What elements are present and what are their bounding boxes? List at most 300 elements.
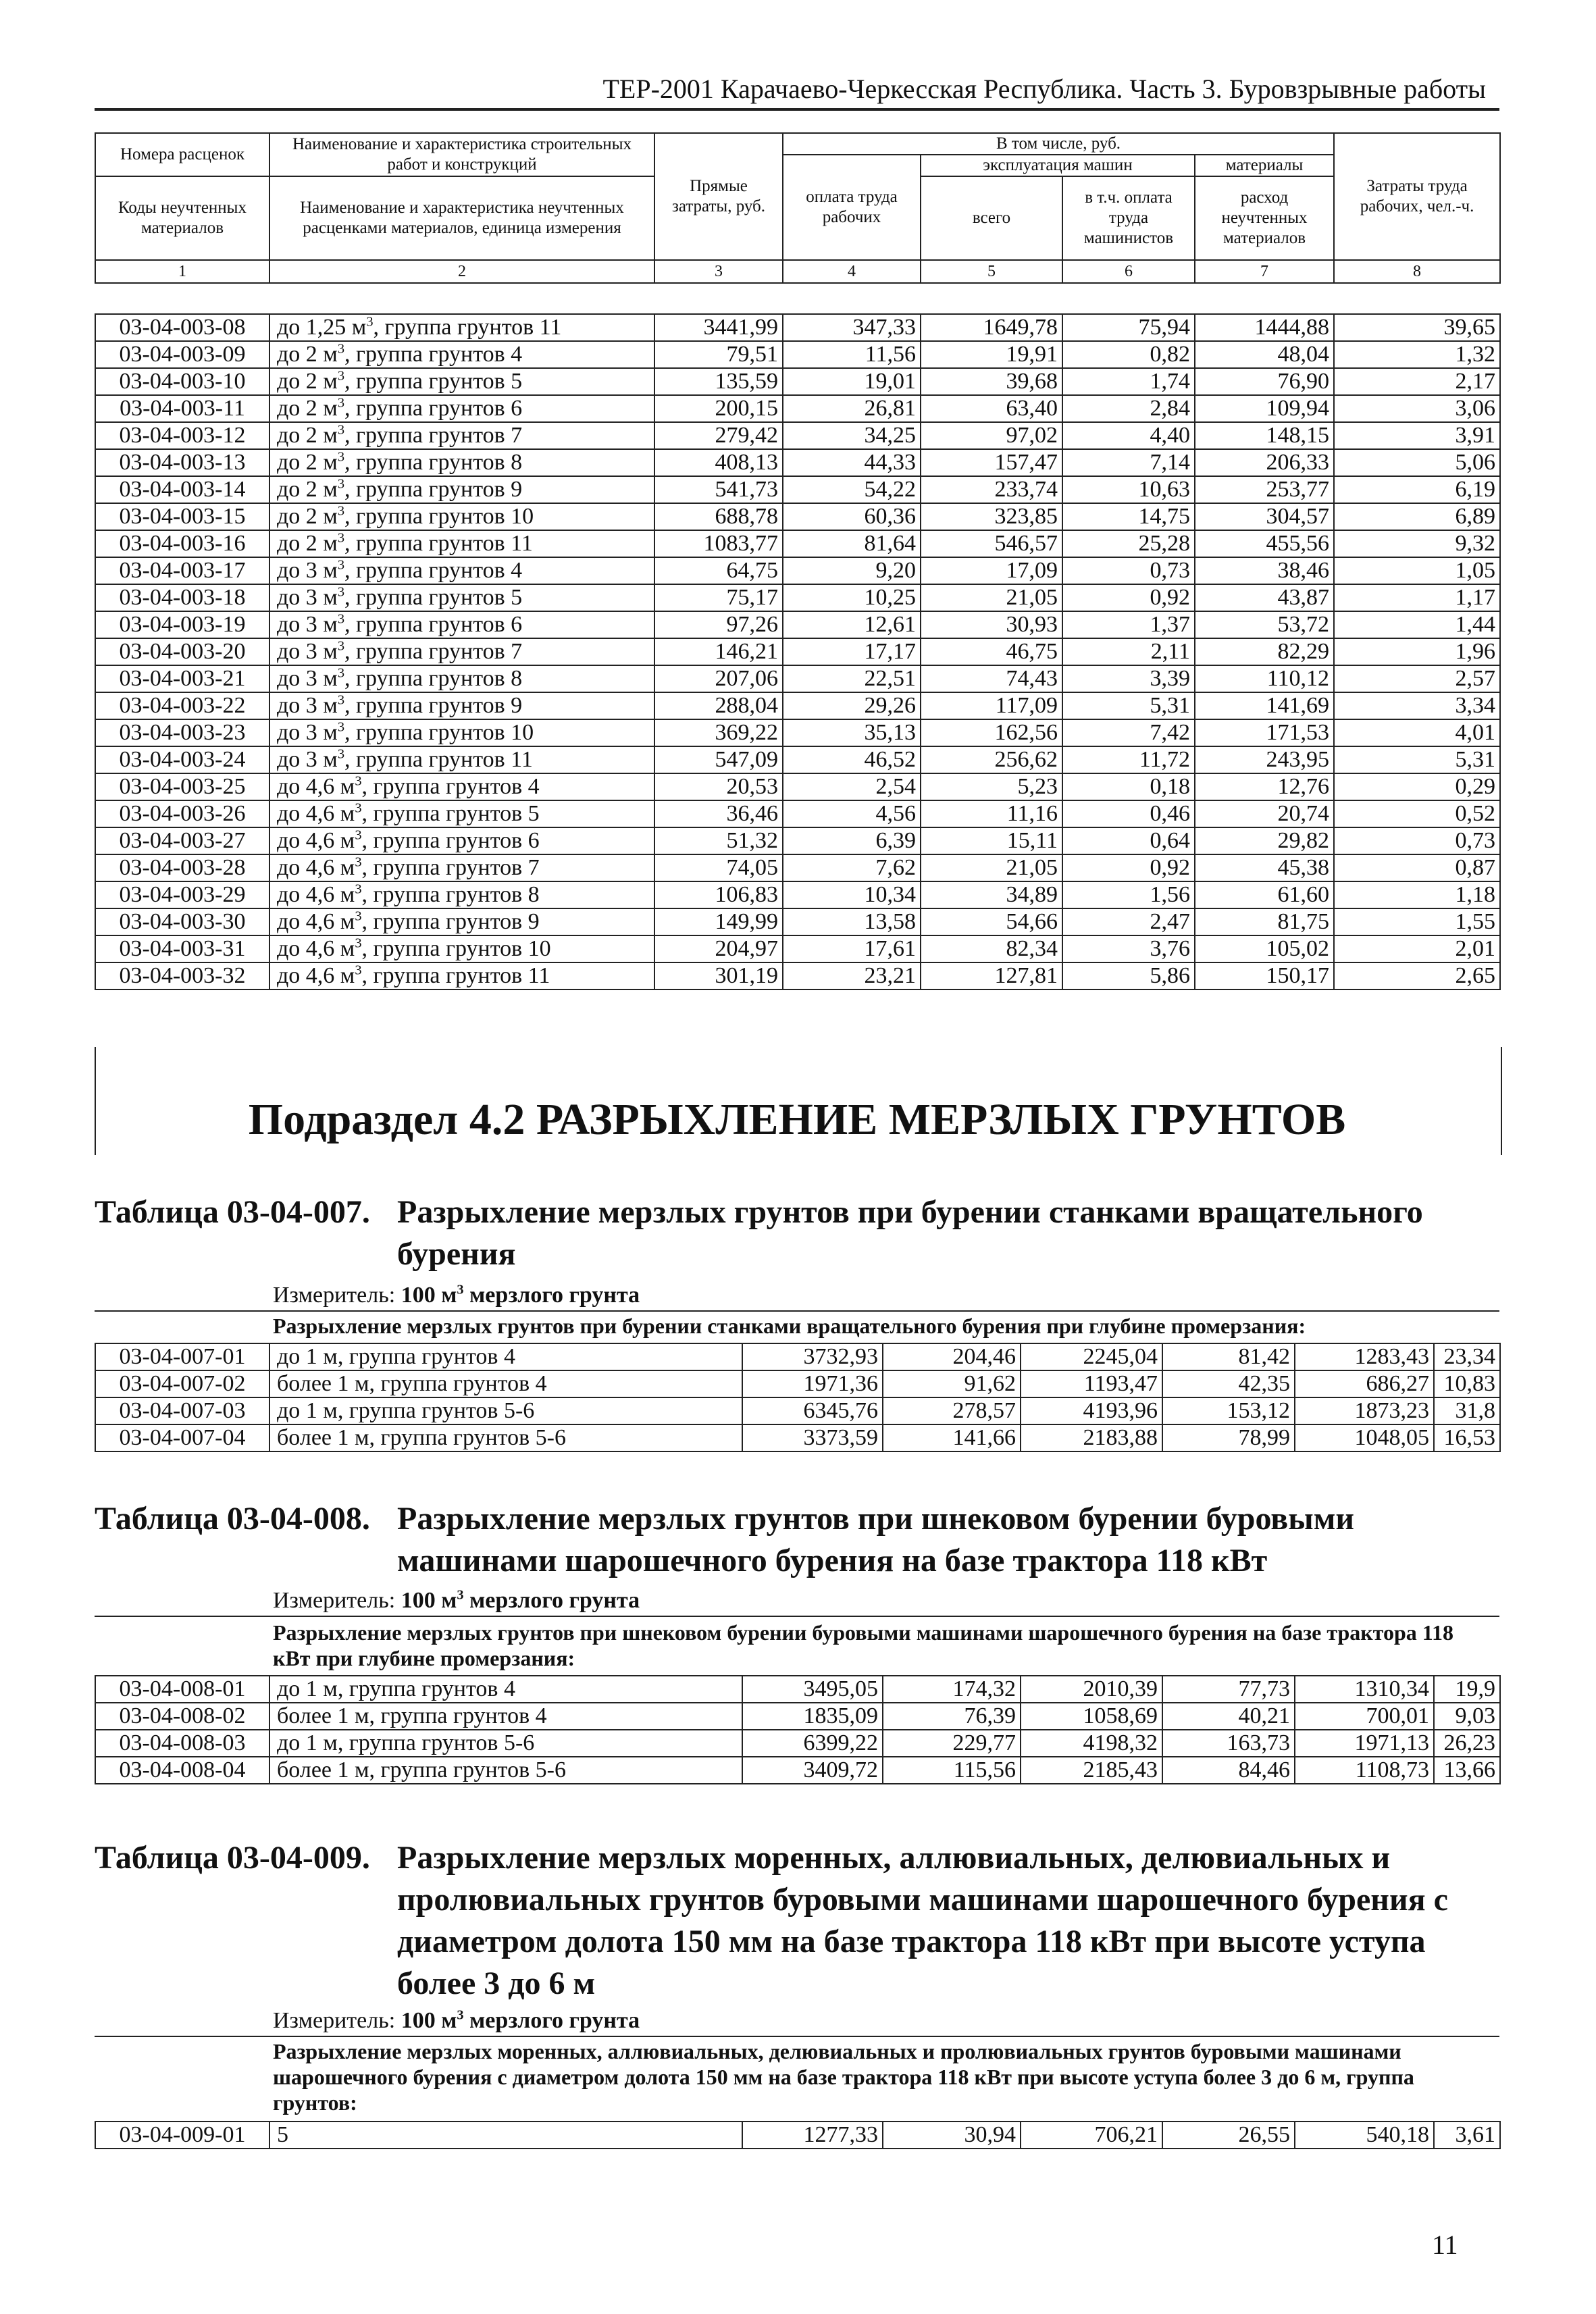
operators-pay: 81,42 — [1162, 1343, 1295, 1370]
operators-pay: 0,92 — [1062, 584, 1195, 611]
labor-hours: 9,03 — [1434, 1703, 1500, 1730]
rates-table-03-04-009 — [95, 2121, 1501, 2149]
materials-cost: 53,72 — [1195, 611, 1334, 638]
machines-total: 11,16 — [921, 800, 1062, 827]
direct-costs: 64,75 — [654, 557, 783, 584]
col-header-operators-pay: в т.ч. оплата труда машинистов — [1062, 176, 1195, 260]
operators-pay: 0,46 — [1062, 800, 1195, 827]
operators-pay: 1,56 — [1062, 881, 1195, 908]
workers-pay: 7,62 — [783, 854, 921, 881]
machines-total: 21,05 — [921, 584, 1062, 611]
machines-total: 46,75 — [921, 638, 1062, 665]
workers-pay: 34,25 — [783, 422, 921, 449]
direct-costs: 146,21 — [654, 638, 783, 665]
materials-cost: 141,69 — [1195, 692, 1334, 719]
direct-costs: 3409,72 — [742, 1757, 883, 1784]
rate-code: 03-04-003-28 — [95, 854, 269, 881]
workers-pay: 2,54 — [783, 773, 921, 800]
col-header-codes-top: Номера расценок — [95, 133, 269, 176]
machines-total: 21,05 — [921, 854, 1062, 881]
col-number: 1 — [95, 260, 269, 283]
machines-total: 2245,04 — [1021, 1343, 1162, 1370]
work-description: до 4,6 $м^3$, группа грунтов 4 — [269, 773, 654, 800]
work-description: до 1 м, группа грунтов 4 — [269, 1343, 742, 1370]
operators-pay: 4,40 — [1062, 422, 1195, 449]
materials-cost: 1048,05 — [1295, 1424, 1434, 1451]
labor-hours: 16,53 — [1434, 1424, 1500, 1451]
work-description: до 1 м, группа грунтов 5-6 — [269, 1730, 742, 1757]
materials-cost: 206,33 — [1195, 449, 1334, 476]
operators-pay: 3,39 — [1062, 665, 1195, 692]
col-number: 5 — [921, 260, 1062, 283]
rate-code: 03-04-003-18 — [95, 584, 269, 611]
direct-costs: 1971,36 — [742, 1370, 883, 1397]
direct-costs: 288,04 — [654, 692, 783, 719]
table-009-number: Таблица 03-04-009. — [95, 1840, 370, 1876]
workers-pay: 17,61 — [783, 935, 921, 962]
machines-total: 4193,96 — [1021, 1397, 1162, 1424]
work-description: более 1 м, группа грунтов 4 — [269, 1703, 742, 1730]
header-rule — [95, 108, 1499, 111]
rate-code: 03-04-008-04 — [95, 1757, 269, 1784]
labor-hours: 10,83 — [1434, 1370, 1500, 1397]
labor-hours: 1,32 — [1334, 341, 1500, 368]
workers-pay: 35,13 — [783, 719, 921, 746]
direct-costs: 3495,05 — [742, 1676, 883, 1703]
materials-cost: 45,38 — [1195, 854, 1334, 881]
workers-pay: 204,46 — [883, 1343, 1021, 1370]
workers-pay: 26,81 — [783, 395, 921, 422]
work-description: до 2 $м^3$, группа грунтов 9 — [269, 476, 654, 503]
table-row — [95, 1730, 1500, 1757]
work-description: до 3 $м^3$, группа грунтов 7 — [269, 638, 654, 665]
table-row — [95, 314, 1500, 341]
direct-costs: 51,32 — [654, 827, 783, 854]
table-007-meter: Измеритель: 100 $м^3$ мерзлого грунта — [273, 1282, 640, 1308]
labor-hours: 0,29 — [1334, 773, 1500, 800]
work-description: до 2 $м^3$, группа грунтов 6 — [269, 395, 654, 422]
materials-cost: 1873,23 — [1295, 1397, 1434, 1424]
table-008-title — [95, 1498, 1499, 1586]
table-row — [95, 773, 1500, 800]
labor-hours: 1,96 — [1334, 638, 1500, 665]
labor-hours: 1,18 — [1334, 881, 1500, 908]
col-header-group: В том числе, руб. — [783, 133, 1334, 155]
operators-pay: 42,35 — [1162, 1370, 1295, 1397]
operators-pay: 14,75 — [1062, 503, 1195, 530]
workers-pay: 81,64 — [783, 530, 921, 557]
machines-total: 4198,32 — [1021, 1730, 1162, 1757]
machines-total: 30,93 — [921, 611, 1062, 638]
operators-pay: 1,74 — [1062, 368, 1195, 395]
materials-cost: 171,53 — [1195, 719, 1334, 746]
work-description: 5 — [269, 2122, 742, 2149]
machines-total: 2010,39 — [1021, 1676, 1162, 1703]
table-row — [95, 1370, 1500, 1397]
labor-hours: 3,34 — [1334, 692, 1500, 719]
rates-table-03-04-003 — [95, 313, 1501, 990]
direct-costs: 20,53 — [654, 773, 783, 800]
operators-pay: 77,73 — [1162, 1676, 1295, 1703]
materials-cost: 109,94 — [1195, 395, 1334, 422]
operators-pay: 40,21 — [1162, 1703, 1295, 1730]
labor-hours: 5,31 — [1334, 746, 1500, 773]
labor-hours: 6,89 — [1334, 503, 1500, 530]
labor-hours: 1,44 — [1334, 611, 1500, 638]
table-007-caption: Разрыхление мерзлых грунтов при бурении станками вращательного бурения при глубине промерзания: — [273, 1314, 1306, 1338]
operators-pay: 7,14 — [1062, 449, 1195, 476]
col-header-labor: Затраты труда рабочих, чел.-ч. — [1334, 133, 1500, 260]
rate-code: 03-04-003-27 — [95, 827, 269, 854]
materials-cost: 12,76 — [1195, 773, 1334, 800]
table-009-heading: Разрыхление мерзлых моренных, аллювиальных, делювиальных и пролювиальных грунтов буровыми машинами шарошечного бурения с диаметром долота 150 мм на базе трактора 118 кВт при высоте уступа более 3 до 6 м — [397, 1840, 1448, 2001]
work-description: до 3 $м^3$, группа грунтов 10 — [269, 719, 654, 746]
col-header-machines: эксплуатация машин — [921, 155, 1195, 176]
work-description: до 4,6 $м^3$, группа грунтов 5 — [269, 800, 654, 827]
direct-costs: 75,17 — [654, 584, 783, 611]
workers-pay: 19,01 — [783, 368, 921, 395]
table-row — [95, 2122, 1500, 2149]
direct-costs: 3373,59 — [742, 1424, 883, 1451]
labor-hours: 2,57 — [1334, 665, 1500, 692]
direct-costs: 79,51 — [654, 341, 783, 368]
workers-pay: 12,61 — [783, 611, 921, 638]
materials-cost: 76,90 — [1195, 368, 1334, 395]
rate-code: 03-04-003-19 — [95, 611, 269, 638]
table-row — [95, 746, 1500, 773]
col-header-materials-use: расход неучтенных материалов — [1195, 176, 1334, 260]
table-row — [95, 395, 1500, 422]
table-008-meter: Измеритель: 100 $м^3$ мерзлого грунта — [273, 1587, 640, 1613]
work-description: до 2 $м^3$, группа грунтов 5 — [269, 368, 654, 395]
table-row — [95, 530, 1500, 557]
operators-pay: 0,18 — [1062, 773, 1195, 800]
rate-code: 03-04-003-17 — [95, 557, 269, 584]
machines-total: 706,21 — [1021, 2122, 1162, 2149]
operators-pay: 7,42 — [1062, 719, 1195, 746]
col-header-materials: материалы — [1195, 155, 1334, 176]
labor-hours: 0,52 — [1334, 800, 1500, 827]
work-description: до 3 $м^3$, группа грунтов 6 — [269, 611, 654, 638]
running-header: ТЕР-2001 Карачаево-Черкесская Республика. Часть 3. Буровзрывные работы — [602, 74, 1486, 104]
materials-cost: 1310,34 — [1295, 1676, 1434, 1703]
labor-hours: 2,01 — [1334, 935, 1500, 962]
labor-hours: 3,91 — [1334, 422, 1500, 449]
column-header-table — [95, 132, 1501, 284]
workers-pay: 54,22 — [783, 476, 921, 503]
workers-pay: 44,33 — [783, 449, 921, 476]
machines-total: 17,09 — [921, 557, 1062, 584]
machines-total: 19,91 — [921, 341, 1062, 368]
operators-pay: 75,94 — [1062, 314, 1195, 341]
work-description: до 1,25 $м^3$, группа грунтов 11 — [269, 314, 654, 341]
materials-cost: 1971,13 — [1295, 1730, 1434, 1757]
table-row — [95, 962, 1500, 989]
table-row — [95, 1676, 1500, 1703]
work-description: более 1 м, группа грунтов 5-6 — [269, 1424, 742, 1451]
labor-hours: 23,34 — [1434, 1343, 1500, 1370]
rate-code: 03-04-003-09 — [95, 341, 269, 368]
workers-pay: 9,20 — [783, 557, 921, 584]
materials-cost: 148,15 — [1195, 422, 1334, 449]
workers-pay: 29,26 — [783, 692, 921, 719]
direct-costs: 301,19 — [654, 962, 783, 989]
machines-total: 82,34 — [921, 935, 1062, 962]
work-description: до 3 $м^3$, группа грунтов 5 — [269, 584, 654, 611]
materials-cost: 20,74 — [1195, 800, 1334, 827]
table-row — [95, 719, 1500, 746]
work-description: до 4,6 $м^3$, группа грунтов 10 — [269, 935, 654, 962]
direct-costs: 106,83 — [654, 881, 783, 908]
operators-pay: 3,76 — [1062, 935, 1195, 962]
col-header-workers-pay: оплата труда рабочих — [783, 155, 921, 260]
rate-code: 03-04-003-15 — [95, 503, 269, 530]
labor-hours: 6,19 — [1334, 476, 1500, 503]
rate-code: 03-04-009-01 — [95, 2122, 269, 2149]
operators-pay: 2,84 — [1062, 395, 1195, 422]
table-008-heading: Разрыхление мерзлых грунтов при шнековом бурении буровыми машинами шарошечного бурения на базе трактора 118 кВт — [397, 1501, 1355, 1578]
labor-hours: 26,23 — [1434, 1730, 1500, 1757]
col-header-name-bottom: Наименование и характеристика неучтенных расценками материалов, единица измерения — [269, 176, 654, 260]
rate-code: 03-04-003-29 — [95, 881, 269, 908]
col-header-name-top: Наименование и характеристика строительных работ и конструкций — [269, 133, 654, 176]
machines-total: 1193,47 — [1021, 1370, 1162, 1397]
machines-total: 39,68 — [921, 368, 1062, 395]
table-008-caption: Разрыхление мерзлых грунтов при шнековом бурении буровыми машинами шарошечного бурения на базе трактора 118 кВт при глубине промерзания: — [273, 1620, 1453, 1670]
operators-pay: 2,11 — [1062, 638, 1195, 665]
work-description: до 3 $м^3$, группа грунтов 11 — [269, 746, 654, 773]
direct-costs: 6345,76 — [742, 1397, 883, 1424]
col-number: 4 — [783, 260, 921, 283]
operators-pay: 0,73 — [1062, 557, 1195, 584]
table-row — [95, 638, 1500, 665]
rate-code: 03-04-007-03 — [95, 1397, 269, 1424]
machines-total: 15,11 — [921, 827, 1062, 854]
labor-hours: 5,06 — [1334, 449, 1500, 476]
labor-hours: 0,73 — [1334, 827, 1500, 854]
work-description: до 2 $м^3$, группа грунтов 7 — [269, 422, 654, 449]
table-row — [95, 800, 1500, 827]
materials-cost: 1444,88 — [1195, 314, 1334, 341]
direct-costs: 1083,77 — [654, 530, 783, 557]
operators-pay: 0,82 — [1062, 341, 1195, 368]
direct-costs: 3732,93 — [742, 1343, 883, 1370]
table-row — [95, 368, 1500, 395]
rate-code: 03-04-008-02 — [95, 1703, 269, 1730]
rate-code: 03-04-003-24 — [95, 746, 269, 773]
materials-cost: 304,57 — [1195, 503, 1334, 530]
workers-pay: 76,39 — [883, 1703, 1021, 1730]
subsection-heading: Подраздел 4.2 РАЗРЫХЛЕНИЕ МЕРЗЛЫХ ГРУНТОВ — [248, 1095, 1346, 1144]
rate-code: 03-04-003-10 — [95, 368, 269, 395]
direct-costs: 1835,09 — [742, 1703, 883, 1730]
machines-total: 1649,78 — [921, 314, 1062, 341]
workers-pay: 11,56 — [783, 341, 921, 368]
table-row — [95, 1397, 1500, 1424]
direct-costs: 1277,33 — [742, 2122, 883, 2149]
direct-costs: 369,22 — [654, 719, 783, 746]
machines-total: 5,23 — [921, 773, 1062, 800]
table-row — [95, 611, 1500, 638]
workers-pay: 278,57 — [883, 1397, 1021, 1424]
operators-pay: 5,31 — [1062, 692, 1195, 719]
materials-cost: 540,18 — [1295, 2122, 1434, 2149]
table-007-heading: Разрыхление мерзлых грунтов при бурении станками вращательного бурения — [397, 1194, 1423, 1272]
work-description: до 1 м, группа грунтов 5-6 — [269, 1397, 742, 1424]
machines-total: 256,62 — [921, 746, 1062, 773]
machines-total: 74,43 — [921, 665, 1062, 692]
direct-costs: 6399,22 — [742, 1730, 883, 1757]
work-description: до 2 $м^3$, группа грунтов 8 — [269, 449, 654, 476]
direct-costs: 74,05 — [654, 854, 783, 881]
workers-pay: 17,17 — [783, 638, 921, 665]
materials-cost: 455,56 — [1195, 530, 1334, 557]
rates-table-03-04-008 — [95, 1675, 1501, 1784]
rate-code: 03-04-008-01 — [95, 1676, 269, 1703]
materials-cost: 105,02 — [1195, 935, 1334, 962]
materials-cost: 243,95 — [1195, 746, 1334, 773]
col-number: 7 — [1195, 260, 1334, 283]
table-row — [95, 854, 1500, 881]
table-row — [95, 908, 1500, 935]
materials-cost: 48,04 — [1195, 341, 1334, 368]
materials-cost: 43,87 — [1195, 584, 1334, 611]
machines-total: 127,81 — [921, 962, 1062, 989]
workers-pay: 60,36 — [783, 503, 921, 530]
workers-pay: 10,34 — [783, 881, 921, 908]
labor-hours: 1,17 — [1334, 584, 1500, 611]
labor-hours: 1,55 — [1334, 908, 1500, 935]
work-description: до 4,6 $м^3$, группа грунтов 11 — [269, 962, 654, 989]
materials-cost: 110,12 — [1195, 665, 1334, 692]
machines-total: 97,02 — [921, 422, 1062, 449]
direct-costs: 207,06 — [654, 665, 783, 692]
col-number: 8 — [1334, 260, 1500, 283]
work-description: до 1 м, группа грунтов 4 — [269, 1676, 742, 1703]
work-description: до 2 $м^3$, группа грунтов 11 — [269, 530, 654, 557]
direct-costs: 204,97 — [654, 935, 783, 962]
direct-costs: 135,59 — [654, 368, 783, 395]
operators-pay: 163,73 — [1162, 1730, 1295, 1757]
col-header-total: всего — [921, 176, 1062, 260]
col-number: 6 — [1062, 260, 1195, 283]
rate-code: 03-04-003-20 — [95, 638, 269, 665]
materials-cost: 38,46 — [1195, 557, 1334, 584]
rate-code: 03-04-007-01 — [95, 1343, 269, 1370]
operators-pay: 1,37 — [1062, 611, 1195, 638]
work-description: до 3 $м^3$, группа грунтов 9 — [269, 692, 654, 719]
table-row — [95, 449, 1500, 476]
rate-code: 03-04-008-03 — [95, 1730, 269, 1757]
meter-rule — [95, 1616, 1499, 1617]
materials-cost: 686,27 — [1295, 1370, 1434, 1397]
col-number: 2 — [269, 260, 654, 283]
rate-code: 03-04-003-21 — [95, 665, 269, 692]
table-row — [95, 935, 1500, 962]
machines-total: 63,40 — [921, 395, 1062, 422]
operators-pay: 2,47 — [1062, 908, 1195, 935]
table-009-title — [95, 1837, 1499, 2013]
table-row — [95, 1343, 1500, 1370]
materials-cost: 1283,43 — [1295, 1343, 1434, 1370]
rate-code: 03-04-003-25 — [95, 773, 269, 800]
table-row — [95, 1424, 1500, 1451]
workers-pay: 115,56 — [883, 1757, 1021, 1784]
work-description: до 4,6 $м^3$, группа грунтов 7 — [269, 854, 654, 881]
page-number: 11 — [1432, 2230, 1458, 2260]
workers-pay: 6,39 — [783, 827, 921, 854]
col-header-direct-costs: Прямые затраты, руб. — [654, 133, 783, 260]
table-row — [95, 422, 1500, 449]
machines-total: 34,89 — [921, 881, 1062, 908]
work-description: более 1 м, группа грунтов 5-6 — [269, 1757, 742, 1784]
table-007-number: Таблица 03-04-007. — [95, 1194, 370, 1230]
machines-total: 546,57 — [921, 530, 1062, 557]
work-description: до 4,6 $м^3$, группа грунтов 6 — [269, 827, 654, 854]
table-008-number: Таблица 03-04-008. — [95, 1501, 370, 1537]
table-row — [95, 692, 1500, 719]
machines-total: 162,56 — [921, 719, 1062, 746]
operators-pay: 5,86 — [1062, 962, 1195, 989]
table-row — [95, 1703, 1500, 1730]
work-description: до 4,6 $м^3$, группа грунтов 8 — [269, 881, 654, 908]
labor-hours: 39,65 — [1334, 314, 1500, 341]
rate-code: 03-04-003-12 — [95, 422, 269, 449]
work-description: до 4,6 $м^3$, группа грунтов 9 — [269, 908, 654, 935]
meter-rule — [95, 2036, 1499, 2037]
direct-costs: 279,42 — [654, 422, 783, 449]
rate-code: 03-04-003-16 — [95, 530, 269, 557]
machines-total: 323,85 — [921, 503, 1062, 530]
rate-code: 03-04-003-23 — [95, 719, 269, 746]
materials-cost: 700,01 — [1295, 1703, 1434, 1730]
labor-hours: 19,9 — [1434, 1676, 1500, 1703]
workers-pay: 10,25 — [783, 584, 921, 611]
direct-costs: 149,99 — [654, 908, 783, 935]
operators-pay: 84,46 — [1162, 1757, 1295, 1784]
direct-costs: 36,46 — [654, 800, 783, 827]
operators-pay: 11,72 — [1062, 746, 1195, 773]
table-row — [95, 341, 1500, 368]
table-row — [95, 881, 1500, 908]
work-description: до 3 $м^3$, группа грунтов 8 — [269, 665, 654, 692]
machines-total: 54,66 — [921, 908, 1062, 935]
workers-pay: 174,32 — [883, 1676, 1021, 1703]
table-row — [95, 557, 1500, 584]
labor-hours: 9,32 — [1334, 530, 1500, 557]
direct-costs: 688,78 — [654, 503, 783, 530]
table-row — [95, 1757, 1500, 1784]
workers-pay: 30,94 — [883, 2122, 1021, 2149]
rate-code: 03-04-003-13 — [95, 449, 269, 476]
table-009-caption: Разрыхление мерзлых моренных, аллювиальных, делювиальных и пролювиальных грунтов буровыми машинами шарошечного бурения с диаметром долота 150 мм на базе трактора 118 кВт при высоте уступа более 3 до 6 м, группа грунтов: — [273, 2039, 1414, 2115]
rate-code: 03-04-007-02 — [95, 1370, 269, 1397]
machines-total: 2185,43 — [1021, 1757, 1162, 1784]
work-description: до 2 $м^3$, группа грунтов 4 — [269, 341, 654, 368]
materials-cost: 29,82 — [1195, 827, 1334, 854]
machines-total: 117,09 — [921, 692, 1062, 719]
rate-code: 03-04-003-22 — [95, 692, 269, 719]
labor-hours: 3,06 — [1334, 395, 1500, 422]
labor-hours: 2,65 — [1334, 962, 1500, 989]
workers-pay: 91,62 — [883, 1370, 1021, 1397]
operators-pay: 25,28 — [1062, 530, 1195, 557]
table-row — [95, 827, 1500, 854]
labor-hours: 13,66 — [1434, 1757, 1500, 1784]
machines-total: 157,47 — [921, 449, 1062, 476]
direct-costs: 408,13 — [654, 449, 783, 476]
workers-pay: 141,66 — [883, 1424, 1021, 1451]
